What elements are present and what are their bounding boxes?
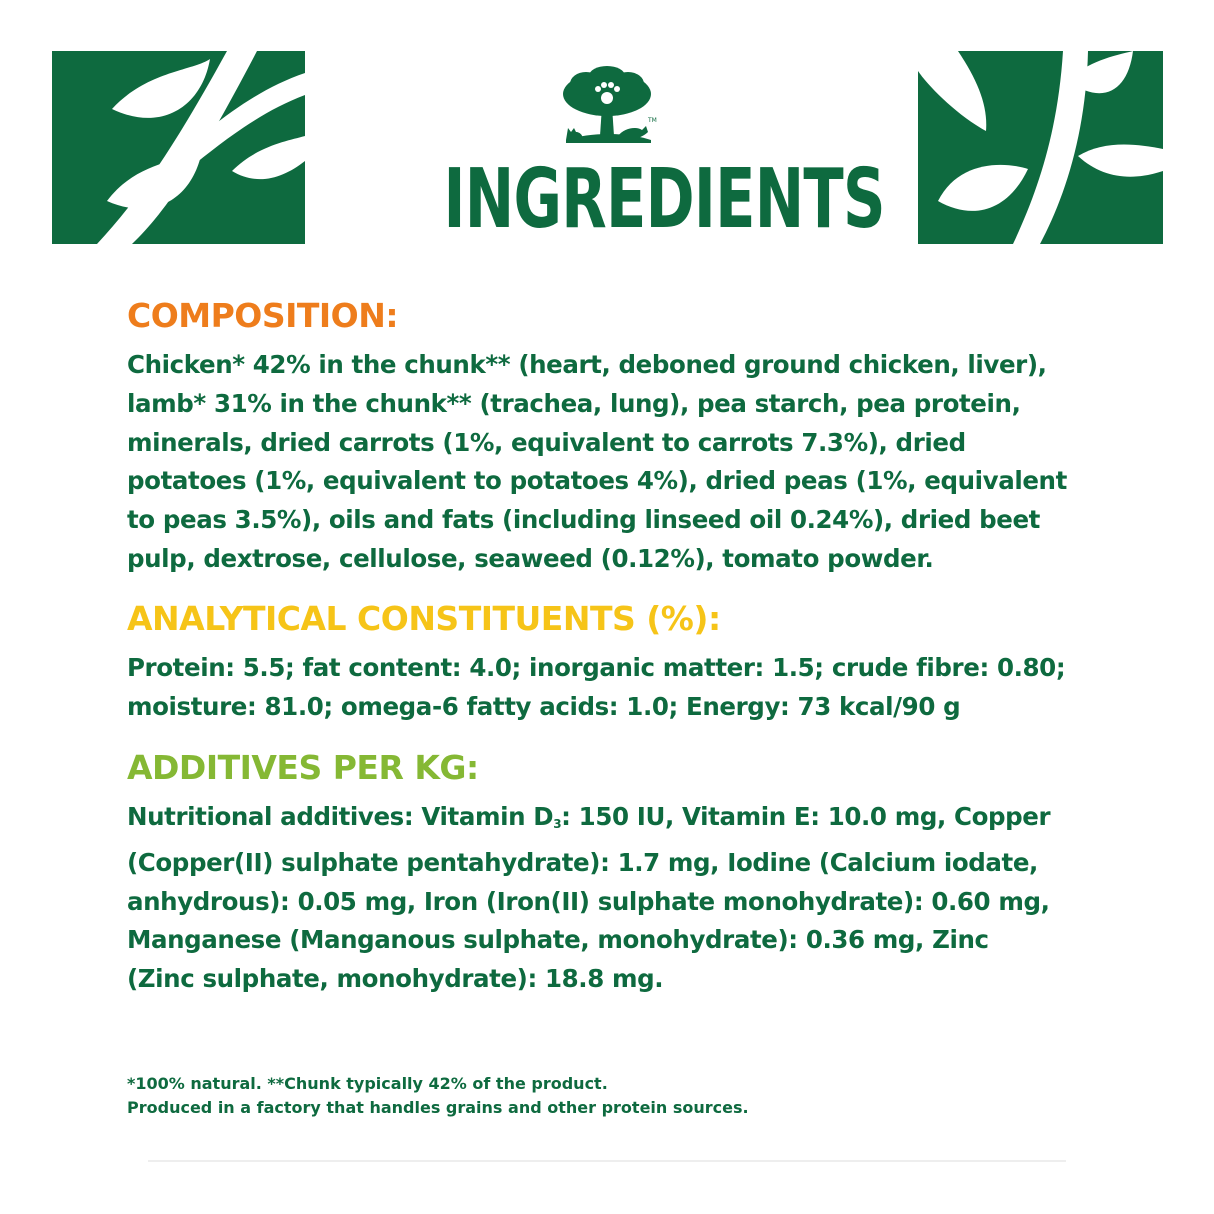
tree-with-cat-and-dog-icon bbox=[556, 66, 658, 154]
additives-line: (Zinc sulphate, monohydrate): 18.8 mg. bbox=[127, 964, 664, 994]
leaf-branch-icon bbox=[52, 51, 305, 244]
analytical-text bbox=[127, 649, 1102, 727]
composition-line: pulp, dextrose, cellulose, seaweed (0.12%), tomato powder. bbox=[127, 543, 934, 573]
composition-heading: COMPOSITION: bbox=[127, 296, 399, 335]
composition-text bbox=[127, 346, 1102, 579]
vitamin-d-subscript: 3 bbox=[553, 817, 562, 831]
composition-line: to peas 3.5%), oils and fats (including linseed oil 0.24%), dried beet bbox=[127, 505, 1040, 535]
additives-line: Manganese (Manganous sulphate, monohydrate): 0.36 mg, Zinc bbox=[127, 925, 989, 955]
footnote-factory: Produced in a factory that handles grains and other protein sources. bbox=[127, 1098, 749, 1117]
divider bbox=[148, 1160, 1066, 1162]
footnote-natural: *100% natural. **Chunk typically 42% of the product. bbox=[127, 1074, 608, 1093]
analytical-heading: ANALYTICAL CONSTITUENTS (%): bbox=[127, 599, 721, 638]
composition-line: lamb* 31% in the chunk** (trachea, lung), pea starch, pea protein, bbox=[127, 388, 1021, 418]
analytical-line: Protein: 5.5; fat content: 4.0; inorganic matter: 1.5; crude fibre: 0.80; bbox=[127, 653, 1066, 682]
analytical-line: moisture: 81.0; omega-6 fatty acids: 1.0; Energy: 73 kcal/90 g bbox=[127, 691, 961, 721]
additives-line bbox=[127, 798, 1102, 844]
svg-text:TM: TM bbox=[648, 117, 657, 124]
page-title: INGREDIENTS bbox=[443, 152, 885, 247]
additives-line: anhydrous): 0.05 mg, Iron (Iron(II) sulphate monohydrate): 0.60 mg, bbox=[127, 886, 1050, 916]
composition-line: potatoes (1%, equivalent to potatoes 4%), dried peas (1%, equivalent bbox=[127, 466, 1067, 496]
additives-text bbox=[127, 798, 1102, 999]
additives-heading: ADDITIVES PER KG: bbox=[127, 748, 479, 787]
additives-line: (Copper(II) sulphate pentahydrate): 1.7 mg, Iodine (Calcium iodate, bbox=[127, 847, 1038, 877]
additives-line-part: : 150 IU, Vitamin E: 10.0 mg, Copper bbox=[561, 802, 1051, 831]
composition-line: minerals, dried carrots (1%, equivalent to carrots 7.3%), dried bbox=[127, 427, 966, 457]
composition-line: Chicken* 42% in the chunk** (heart, deboned ground chicken, liver), bbox=[127, 350, 1047, 379]
leaf-branch-icon bbox=[918, 51, 1163, 244]
additives-line-part: Nutritional additives: Vitamin D bbox=[127, 802, 554, 831]
